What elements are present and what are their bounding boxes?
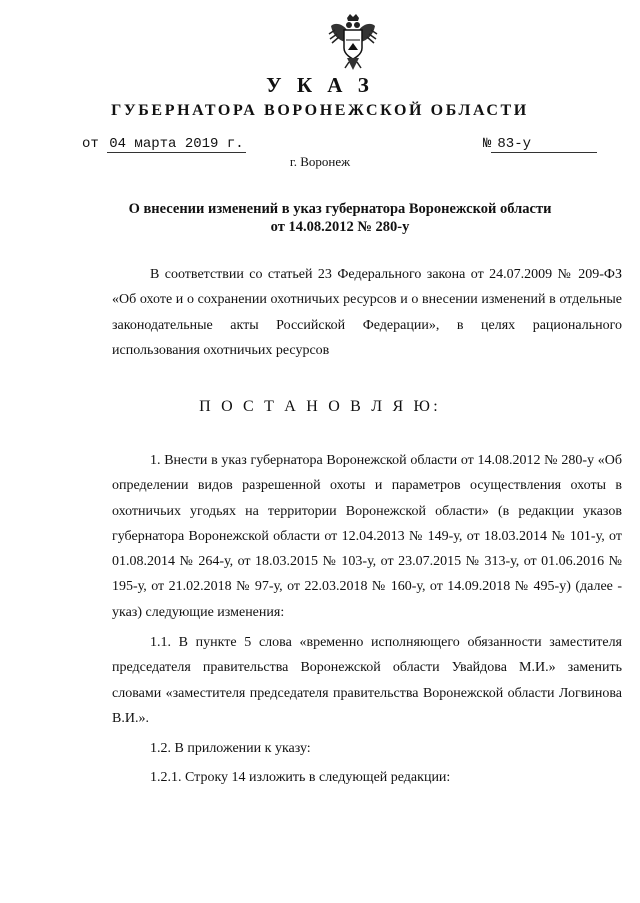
city-label: г. Воронеж <box>289 154 351 169</box>
coat-of-arms-emblem <box>325 12 381 74</box>
preamble-paragraph: В соответствии со статьей 23 Федерального закона от 24.07.2009 № 209-ФЗ «Об охоте и о сохранении охотничьих ресурсов и о внесении изменений в отдельные законодательные акты Российской Федерации», в целях рационального использования охотничьих ресурсов <box>112 267 622 358</box>
item-1-2-1-paragraph: 1.2.1. Строку 14 изложить в следующей редакции: <box>150 769 451 785</box>
date-value: 04 марта 2019 г. <box>109 136 244 152</box>
number-line <box>483 136 597 153</box>
heading-line-2: от 14.08.2012 № 280-у <box>270 219 410 235</box>
postanovlyayu-label: П О С Т А Н О В Л Я Ю: <box>199 398 441 415</box>
date-line <box>82 136 246 152</box>
document-heading <box>100 200 580 236</box>
item-1-1-paragraph: 1.1. В пункте 5 слова «временно исполняющего обязанности заместителя председателя правительства Воронежской области Увайдова М.И.» заменить словами «заместителя председателя правительства Воронежской области Логвинова В.И.». <box>112 635 622 726</box>
item-1-paragraph: 1. Внести в указ губернатора Воронежской области от 14.08.2012 № 280-у «Об определении видов разрешенной охоты и параметров осуществления охоты в охотничьих угодьях на территории Воронежской области» (в редакции указов губернатора Воронежской области от 12.04.2013 № 149-у, от 18.03.2014 № 101-у, от 01.08.2014 № 264-у, от 18.03.2015 № 103-у, от 23.07.2015 № 313-у, от 01.06.2016 № 195-у, от 21.02.2018 № 97-у, от 22.03.2018 № 160-у, от 14.09.2018 № 495-у) (далее - указ) следующие изменения: <box>112 453 622 620</box>
heading-line-1: О внесении изменений в указ губернатора Воронежской области <box>128 201 552 217</box>
decree-body <box>112 448 622 790</box>
date-prefix: от <box>82 136 99 152</box>
document-subtitle: ГУБЕРНАТОРА ВОРОНЕЖСКОЙ ОБЛАСТИ <box>111 102 529 119</box>
item-1-2-paragraph: 1.2. В приложении к указу: <box>150 741 311 757</box>
number-value: 83-у <box>491 136 597 153</box>
preamble-block <box>112 262 622 363</box>
document-title: У К А З <box>266 73 374 97</box>
number-prefix: № <box>483 136 492 152</box>
